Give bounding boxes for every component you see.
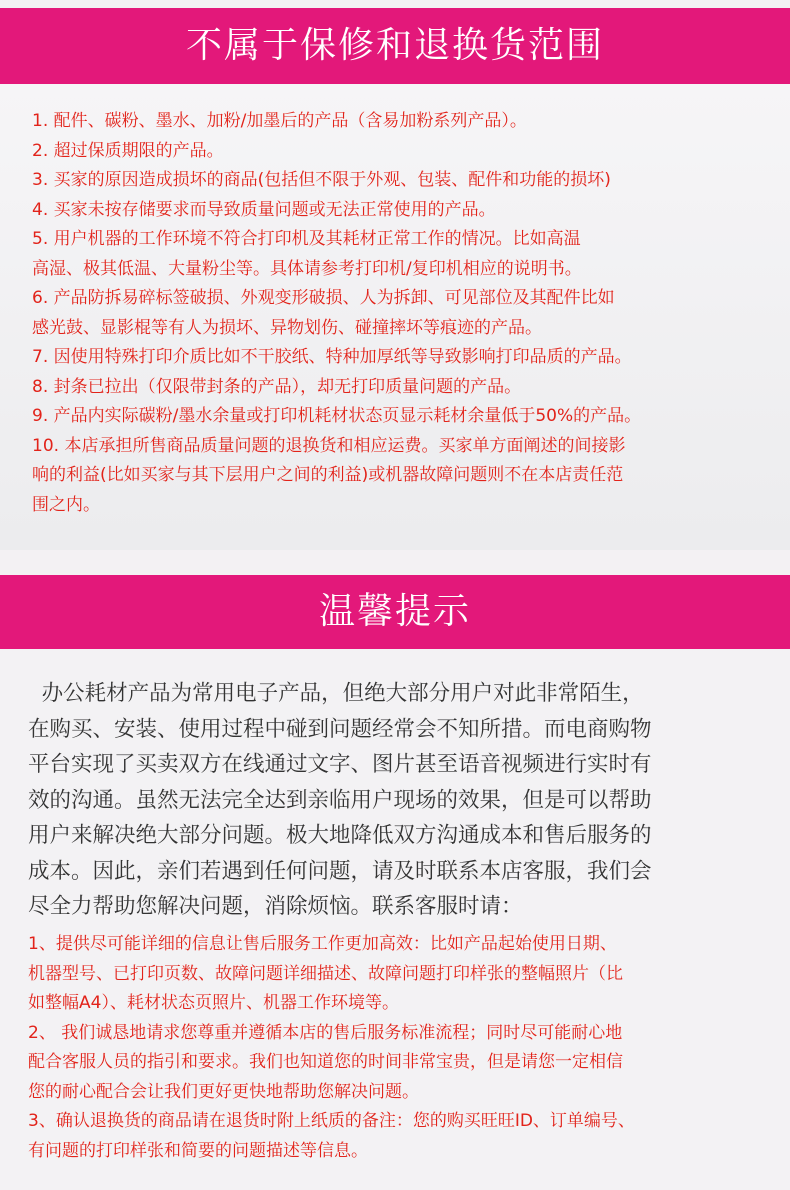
intro-line: 办公耗材产品为常用电子产品，但绝大部分用户对此非常陌生， [28, 681, 644, 706]
intro-line: 成本。因此，亲们若遇到任何问题，请及时联系本店客服，我们会 [28, 858, 652, 884]
tip-line: 您的耐心配合会让我们更好更快地帮助您解决问题。 [28, 1081, 419, 1102]
list-item: 感光鼓、显影棍等有人为损坏、异物划伤、碰撞摔坏等痕迹的产品。 [32, 317, 542, 338]
list-item: 7. 因使用特殊打印介质比如不干胶纸、特种加厚纸等导致影响打印品质的产品。 [32, 347, 632, 367]
list-item: 2. 超过保质期限的产品。 [32, 140, 224, 161]
intro-line: 效的沟通。虽然无法完全达到亲临用户现场的效果，但是可以帮助 [28, 787, 652, 813]
intro-line: 尽全力帮助您解决问题，消除烦恼。联系客服时请： [28, 894, 523, 919]
list-item: 3. 买家的原因造成损坏的商品(包括但不限于外观、包装、配件和功能的损坏) [32, 170, 611, 190]
intro-line: 在购买、安装、使用过程中碰到问题经常会不知所措。而电商购物 [28, 716, 652, 742]
section2-title: 温馨提示 [0, 575, 790, 649]
tip-line: 1、提供尽可能详细的信息让售后服务工作更加高效：比如产品起始使用日期、 [28, 934, 617, 954]
list-item: 8. 封条已拉出（仅限带封条的产品），却无打印质量问题的产品。 [32, 376, 522, 397]
intro-line: 平台实现了买卖双方在线通过文字、图片甚至语音视频进行实时有 [28, 752, 652, 777]
list-item: 10. 本店承担所售商品质量问题的退换货和相应运费。买家单方面阐述的间接影 [32, 435, 626, 456]
tip-line: 如整幅A4）、耗材状态页照片、机器工作环境等。 [28, 993, 399, 1013]
list-item: 6. 产品防拆易碎标签破损、外观变形破损、人为拆卸、可见部位及其配件比如 [32, 288, 615, 308]
list-item: 9. 产品内实际碳粉/墨水余量或打印机耗材状态页显示耗材余量低于50%的产品。 [32, 406, 642, 426]
tip-line: 3、确认退换货的商品请在退货时附上纸质的备注：您的购买旺旺ID、订单编号、 [28, 1111, 635, 1131]
list-item: 高湿、极其低温、大量粉尘等。具体请参考打印机/复印机相应的说明书。 [32, 258, 582, 279]
section1-title: 不属于保修和退换货范围 [0, 8, 790, 84]
tip-line: 机器型号、已打印页数、故障问题详细描述、故障问题打印样张的整幅照片（比 [28, 963, 623, 984]
tip-line: 2、 我们诚恳地请求您尊重并遵循本店的售后服务标准流程；同时尽可能耐心地 [28, 1022, 623, 1043]
list-item: 5. 用户机器的工作环境不符合打印机及其耗材正常工作的情况。比如高温 [32, 229, 581, 249]
intro-paragraph [28, 676, 770, 925]
intro-line: 用户来解决绝大部分问题。极大地降低双方沟通成本和售后服务的 [28, 823, 652, 848]
tip-line: 有问题的打印样张和简要的问题描述等信息。 [28, 1140, 368, 1161]
list-item: 1. 配件、碳粉、墨水、加粉/加墨后的产品（含易加粉系列产品）。 [32, 111, 527, 131]
tips-list [28, 930, 783, 1166]
exclusion-list [32, 107, 784, 520]
list-item: 围之内。 [32, 494, 100, 515]
list-item: 4. 买家未按存储要求而导致质量问题或无法正常使用的产品。 [32, 199, 496, 220]
list-item: 响的利益(比如买家与其下层用户之间的利益)或机器故障问题则不在本店责任范 [32, 465, 624, 485]
tip-line: 配合客服人员的指引和要求。我们也知道您的时间非常宝贵，但是请您一定相信 [28, 1052, 623, 1072]
